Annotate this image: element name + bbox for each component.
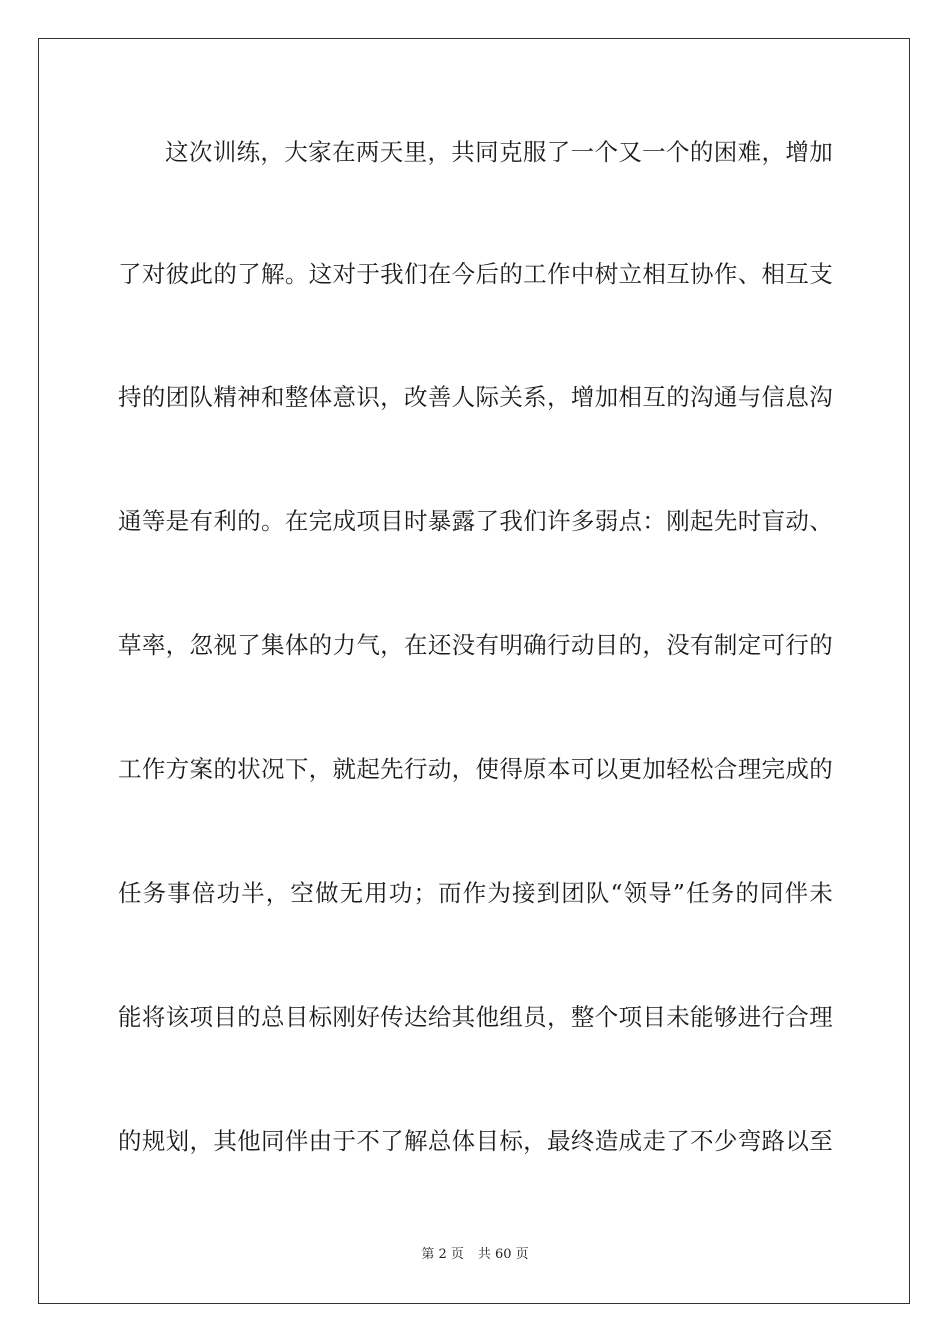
paragraph-line-8: 能将该项目的总目标刚好传达给其他组员，整个项目未能够进行合理 xyxy=(118,1003,833,1031)
page-number: 第 2 页 xyxy=(421,1247,464,1262)
paragraph-line-7: 任务事倍功半，空做无用功；而作为接到团队“领导”任务的同伴未 xyxy=(118,879,833,907)
paragraph-line-2: 了对彼此的了解。这对于我们在今后的工作中树立相互协作、相互支 xyxy=(118,260,833,288)
paragraph-line-9: 的规划，其他同伴由于不了解总体目标，最终造成走了不少弯路以至 xyxy=(118,1127,833,1155)
page-footer xyxy=(0,1246,950,1264)
paragraph-line-3: 持的团队精神和整体意识，改善人际关系，增加相互的沟通与信息沟 xyxy=(118,383,833,411)
paragraph-line-1: 这次训练，大家在两天里，共同克服了一个又一个的困难，增加 xyxy=(165,138,833,166)
total-pages: 共 60 页 xyxy=(477,1247,529,1262)
paragraph-line-6: 工作方案的状况下，就起先行动，使得原本可以更加轻松合理完成的 xyxy=(118,755,833,783)
paragraph-line-5: 草率，忽视了集体的力气，在还没有明确行动目的，没有制定可行的 xyxy=(118,631,833,659)
page-border xyxy=(38,38,910,1304)
paragraph-line-4: 通等是有利的。在完成项目时暴露了我们许多弱点：刚起先时盲动、 xyxy=(118,507,833,535)
